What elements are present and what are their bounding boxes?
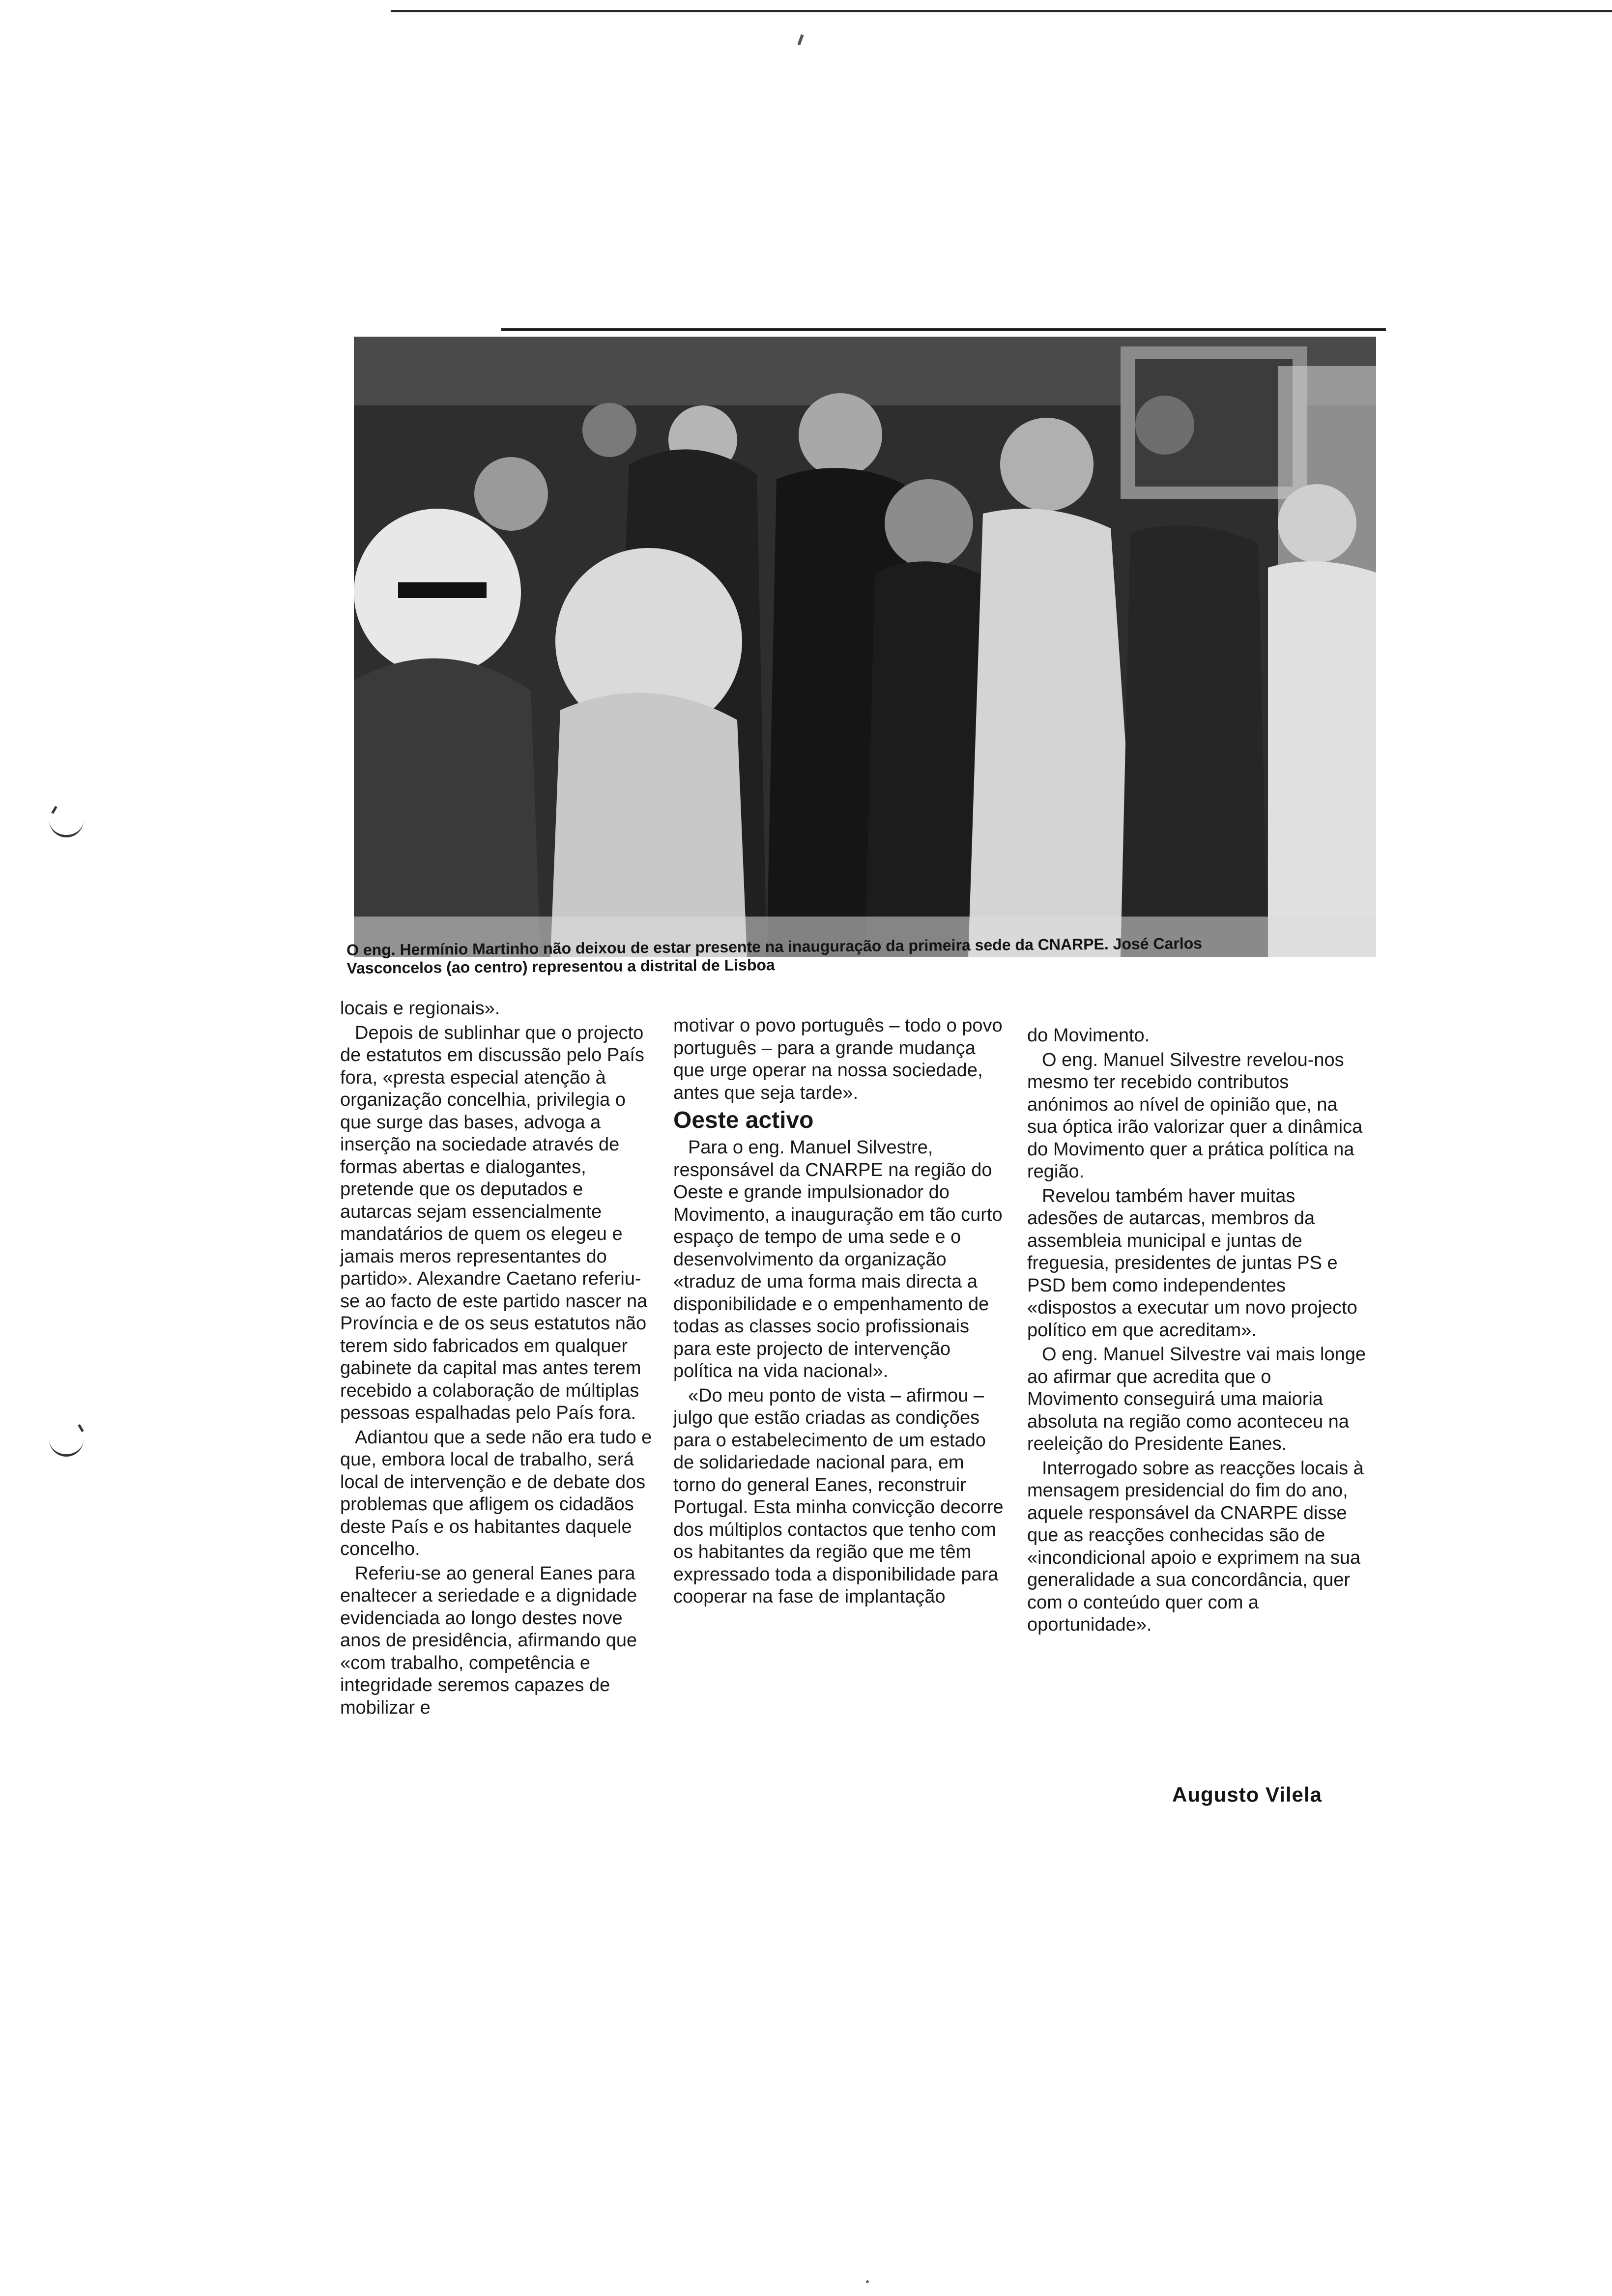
- paragraph: Para o eng. Manuel Silvestre, responsável da CNARPE na região do Oeste e grande impulsionador do Movimento, a inauguração em tão curto espaço de tempo de uma sede e o desenvolvimento da organização «traduz de uma forma mais directa a disponibilidade e o empenhamento de todas as classes socio profissionais para este projecto de intervenção política na vida nacional».: [673, 1137, 1003, 1381]
- caption-line: Vasconcelos (ao centro) representou a distrital de Lisboa: [346, 956, 775, 977]
- paragraph: motivar o povo português – todo o povo português – para a grande mudança que urge operar na nossa sociedade, antes que seja tarde».: [673, 1015, 1003, 1103]
- binder-hole-mark: [49, 1437, 84, 1457]
- scan-speck: [866, 2280, 869, 2283]
- paragraph: «Do meu ponto de vista – afirmou – julgo que estão criadas as condições para o estabelecimento de um estado de solidariedade nacional para, em torno do general Eanes, reconstruir Portugal. Esta minha convicção decorre dos múltiplos contactos que tenho com os habitantes da região que me têm expressado toda a disponibilidade para cooperar na fase de implantação: [673, 1385, 1004, 1607]
- article-column-1: [340, 998, 655, 1721]
- paragraph: O eng. Manuel Silvestre vai mais longe ao afirmar que acredita que o Movimento conseguirá uma maioria absoluta na região como aconteceu na reeleição do Presidente Eanes.: [1027, 1344, 1366, 1454]
- paragraph: Interrogado sobre as reacções locais à mensagem presidencial do fim do ano, aquele responsável da CNARPE disse que as reacções conhecidas são de «incondicional apoio e exprimem na sua generalidade a sua concordância, quer com o conteúdo quer com a oportunidade».: [1027, 1458, 1364, 1635]
- photo-icon: [354, 337, 1376, 957]
- author-byline: Augusto Vilela: [1172, 1783, 1322, 1806]
- news-photo: [354, 337, 1376, 957]
- section-subheading: Oeste activo: [673, 1107, 814, 1133]
- binder-hole-tick: [51, 806, 57, 814]
- caption-line: O eng. Hermínio Martinho não deixou de estar presente na inauguração da primeira sede da CNARPE. José Carlos: [346, 934, 1203, 959]
- clipping-top-rule: [501, 328, 1386, 331]
- paragraph: Depois de sublinhar que o projecto de estatutos em discussão pelo País fora, «presta especial atenção à organização concelhia, privilegia o que surge das bases, advoga a inserção na sociedade através de formas abertas e dialogantes, pretende que os deputados e autarcas sejam essencialmente mandatários de quem os elegeu e jamais meros representantes do partido». Alexandre Caetano referiu-se ao facto de este partido nascer na Província e de os seus estatutos não terem sido fabricados em qualquer gabinete da capital mas antes terem recebido a colaboração de múltiplas pessoas espalhadas pelo País fora.: [340, 1022, 648, 1423]
- paragraph: locais e regionais».: [340, 998, 500, 1019]
- paragraph: O eng. Manuel Silvestre revelou-nos mesmo ter recebido contributos anónimos ao nível de opinião que, na sua óptica irão valorizar quer a dinâmica do Movimento quer a prática política na região.: [1027, 1049, 1363, 1182]
- paragraph: Adiantou que a sede não era tudo e que, embora local de trabalho, será local de intervenção e de debate dos problemas que afligem os cidadãos deste País e os habitantes daquele concelho.: [340, 1427, 652, 1559]
- binder-hole-tick: [78, 1424, 84, 1432]
- article-column-3: [1027, 1025, 1366, 1638]
- paragraph: Revelou também haver muitas adesões de autarcas, membros da assembleia municipal e juntas de freguesia, presidentes de juntas PS e PSD bem como independentes «dispostos a executar um novo projecto político em que acreditam».: [1027, 1185, 1357, 1341]
- binder-hole-mark: [49, 818, 84, 837]
- article-column-2: [673, 1015, 1008, 1610]
- paragraph: do Movimento.: [1027, 1025, 1150, 1046]
- paragraph: Referiu-se ao general Eanes para enaltecer a seriedade e a dignidade evidenciada ao longo destes nove anos de presidência, afirmando que «com trabalho, competência e integridade seremos capazes de mobilizar e: [340, 1563, 637, 1718]
- scan-speck: [797, 34, 804, 46]
- scan-edge-line: [391, 10, 1612, 12]
- photo-caption: [346, 933, 1379, 977]
